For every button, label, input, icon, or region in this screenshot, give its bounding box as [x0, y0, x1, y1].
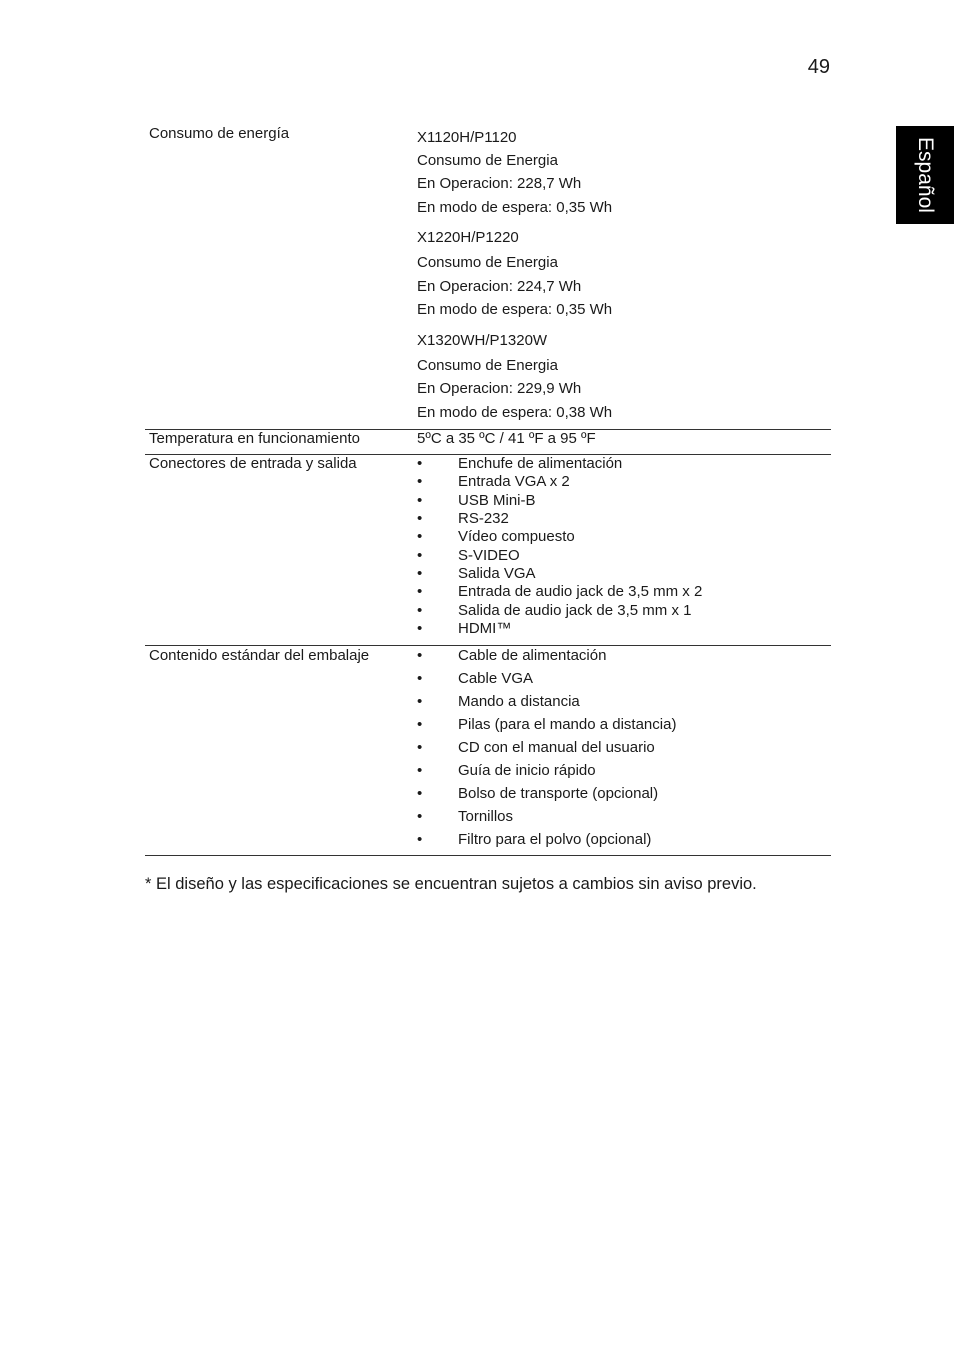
bullet-icon: • — [417, 785, 423, 802]
bullet-icon: • — [417, 583, 423, 600]
spec-row-connectors — [145, 455, 831, 645]
connector-item: Salida de audio jack de 3,5 mm x 1 — [458, 602, 692, 619]
package-item: Pilas (para el mando a distancia) — [458, 716, 677, 733]
bullet-icon: • — [417, 831, 423, 848]
temperature-value: 5ºC a 35 ºC / 41 ºF a 95 ºF — [417, 430, 596, 447]
bullet-icon: • — [417, 670, 423, 687]
bullet-icon: • — [417, 455, 423, 472]
package-item: Filtro para el polvo (opcional) — [458, 831, 652, 848]
power-group-2-title: Consumo de Energia — [417, 254, 558, 271]
page-number: 49 — [807, 56, 830, 78]
spec-label-temperature: Temperatura en funcionamiento — [149, 430, 360, 447]
bullet-icon: • — [417, 620, 423, 637]
power-group-1-standby: En modo de espera: 0,35 Wh — [417, 199, 613, 216]
power-group-3-operation: En Operacion: 229,9 Wh — [417, 380, 582, 397]
power-group-3-model: X1320WH/P1320W — [417, 332, 548, 349]
table-bottom-rule — [145, 855, 831, 856]
bullet-icon: • — [417, 762, 423, 779]
package-item: CD con el manual del usuario — [458, 739, 655, 756]
power-group-3-title: Consumo de Energia — [417, 357, 558, 374]
bullet-icon: • — [417, 510, 423, 527]
language-tab-label: Español — [914, 137, 937, 213]
bullet-icon: • — [417, 547, 423, 564]
bullet-icon: • — [417, 647, 423, 664]
spec-label-connectors: Conectores de entrada y salida — [149, 455, 357, 472]
connector-item: Salida VGA — [458, 565, 536, 582]
connector-item: Entrada VGA x 2 — [458, 473, 570, 490]
power-group-1-title: Consumo de Energia — [417, 152, 558, 169]
connector-item: Vídeo compuesto — [458, 528, 575, 545]
spec-row-temperature — [145, 430, 831, 454]
power-group-2-model: X1220H/P1220 — [417, 229, 519, 246]
power-group-3-standby: En modo de espera: 0,38 Wh — [417, 404, 613, 421]
bullet-icon: • — [417, 808, 423, 825]
spec-label-package: Contenido estándar del embalaje — [149, 647, 370, 664]
package-item: Cable de alimentación — [458, 647, 607, 664]
spec-label-power: Consumo de energía — [149, 125, 290, 142]
bullet-icon: • — [417, 693, 423, 710]
package-item: Tornillos — [458, 808, 514, 825]
bullet-icon: • — [417, 739, 423, 756]
bullet-icon: • — [417, 528, 423, 545]
connector-item: USB Mini-B — [458, 492, 536, 509]
power-group-2-operation: En Operacion: 224,7 Wh — [417, 278, 582, 295]
bullet-icon: • — [417, 602, 423, 619]
spec-row-power — [145, 124, 831, 430]
power-group-1-model: X1120H/P1120 — [417, 129, 517, 146]
spec-row-package — [145, 646, 831, 855]
bullet-icon: • — [417, 473, 423, 490]
bullet-icon: • — [417, 565, 423, 582]
bullet-icon: • — [417, 716, 423, 733]
footnote: * El diseño y las especificaciones se encuentran sujetos a cambios sin aviso previo. — [145, 875, 757, 893]
package-item: Mando a distancia — [458, 693, 580, 710]
package-item: Cable VGA — [458, 670, 534, 687]
connector-item: HDMI™ — [458, 620, 512, 637]
language-tab — [896, 126, 954, 224]
power-group-2-standby: En modo de espera: 0,35 Wh — [417, 301, 613, 318]
package-item: Bolso de transporte (opcional) — [458, 785, 659, 802]
connector-item: Entrada de audio jack de 3,5 mm x 2 — [458, 583, 703, 600]
power-group-1-operation: En Operacion: 228,7 Wh — [417, 175, 582, 192]
connector-item: Enchufe de alimentación — [458, 455, 623, 472]
connector-item: S-VIDEO — [458, 547, 520, 564]
bullet-icon: • — [417, 492, 423, 509]
connector-item: RS-232 — [458, 510, 509, 527]
package-item: Guía de inicio rápido — [458, 762, 596, 779]
